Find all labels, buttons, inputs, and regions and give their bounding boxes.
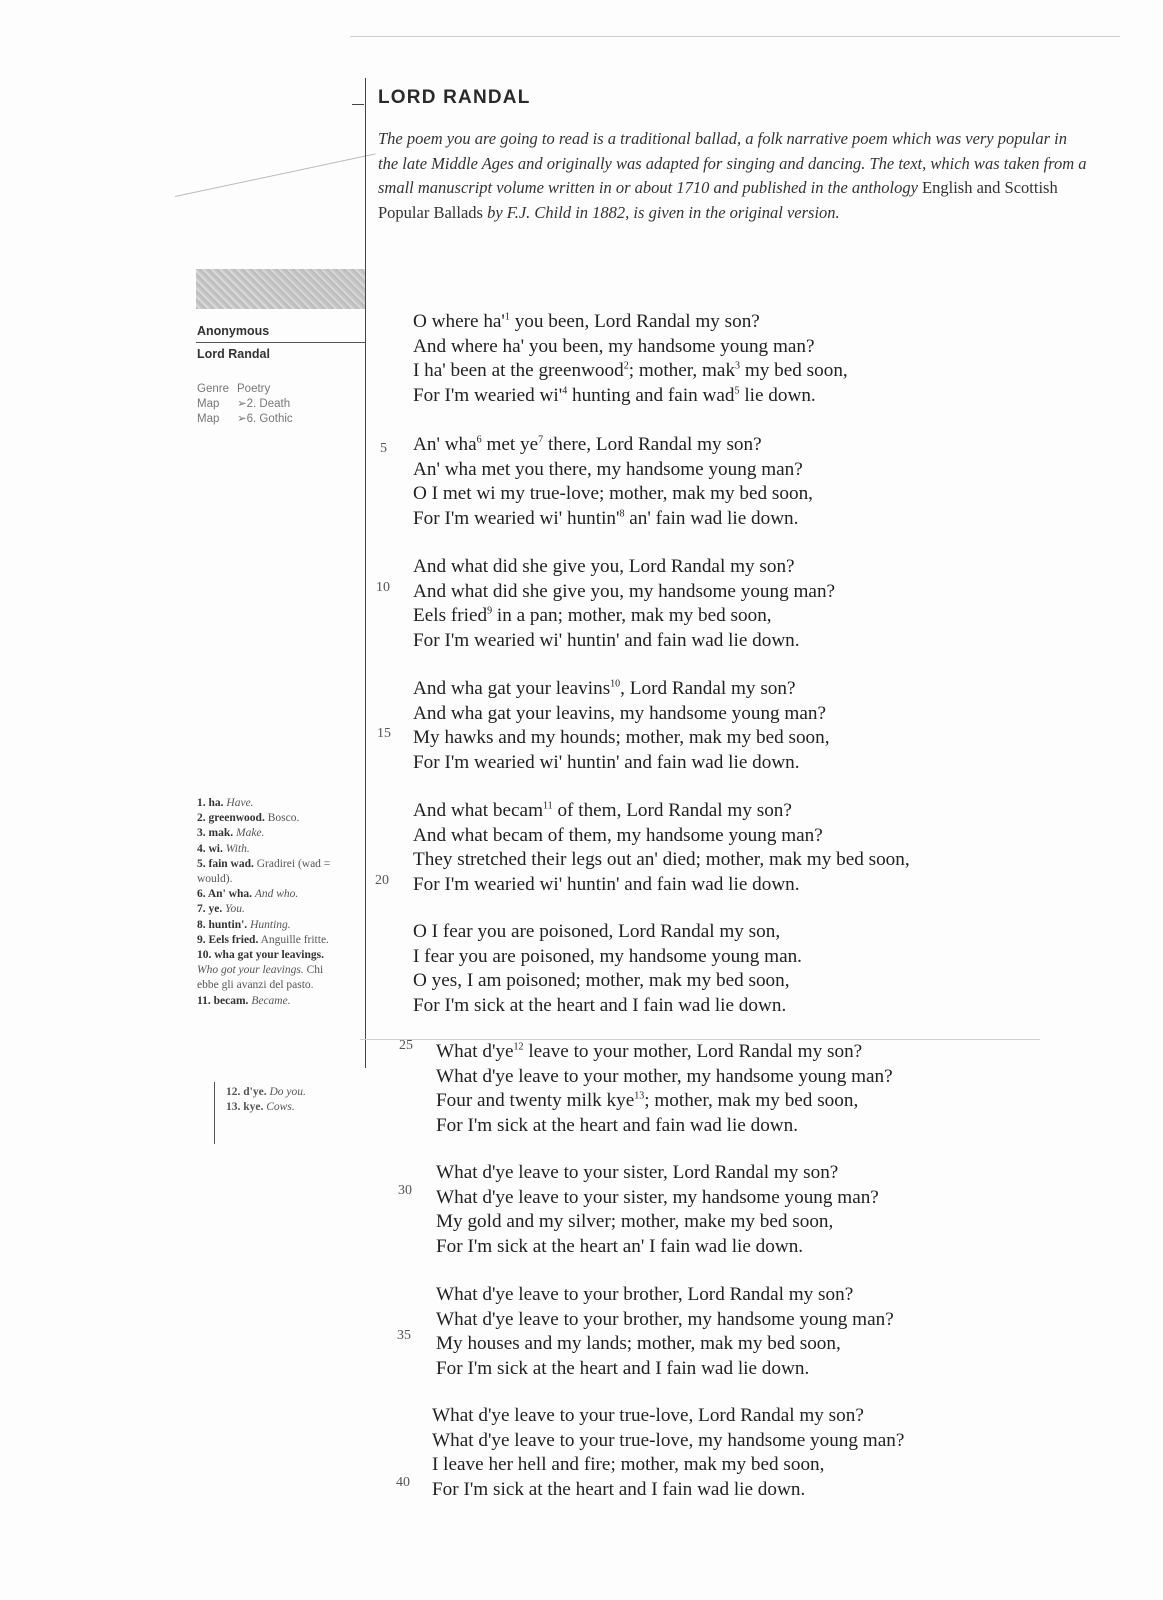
poem-line: I ha' been at the greenwood$^2$; mother, mak$^3$ my bed soon, (413, 360, 848, 382)
margin-tick (352, 104, 364, 105)
anthology-title: English and Scottish Popular Ballads (378, 178, 1058, 222)
scan-artifact-line (175, 153, 376, 197)
line-number: 35 (397, 1328, 411, 1343)
poem-line: For I'm sick at the heart and fain wad lie down. (436, 1114, 799, 1136)
footnote (197, 857, 345, 887)
poem-line: What d'ye leave to your true-love, my handsome young man? (432, 1429, 905, 1451)
poem-line: What d'ye leave to your sister, my handsome young man? (436, 1186, 879, 1208)
poem-line: What d'ye leave to your brother, my handsome young man? (436, 1308, 894, 1330)
line-number: 15 (377, 726, 391, 741)
sidebar-rule (196, 342, 365, 343)
stanza (413, 799, 910, 897)
footnote-term: 3. mak. (197, 827, 234, 840)
poem-line: For I'm sick at the heart and I fain wad lie down. (413, 994, 787, 1016)
poem-line: O yes, I am poisoned; mother, mak my bed soon, (413, 970, 790, 992)
footnote (197, 902, 345, 917)
footnote (226, 1085, 376, 1100)
meta-key: Map (197, 413, 220, 425)
poem-line: An' wha met you there, my handsome young man? (413, 458, 803, 480)
footnote-term: 13. kye. (226, 1101, 264, 1114)
poem-line: For I'm sick at the heart and I fain wad lie down. (436, 1357, 810, 1379)
footnote (226, 1100, 376, 1115)
line-number: 40 (396, 1475, 410, 1490)
footnote (197, 994, 345, 1009)
poem-line: Four and twenty milk kye$^{13}$; mother, mak my bed soon, (436, 1090, 859, 1112)
intro-text-1: The poem you are going to read is a traditional ballad, a folk narrative poem which was very popular in the late Middle Ages and originally was adapted for singing and dancing. The text, which was taken from a small manuscript volume written in or about 1710 and published in the anthology (378, 129, 1087, 197)
footnote-term: 9. Eels fried. (197, 933, 259, 946)
poem-line: My hawks and my hounds; mother, mak my bed soon, (413, 727, 830, 749)
poem-line: I fear you are poisoned, my handsome young man. (413, 945, 802, 967)
sidebar-title: Lord Randal (197, 347, 270, 361)
top-rule (350, 36, 1120, 37)
footnote-term: 11. becam. (197, 994, 249, 1007)
footnote (197, 918, 345, 933)
stanza (436, 1161, 879, 1259)
meta-row (197, 382, 293, 397)
line-number: 25 (399, 1038, 413, 1053)
footnote (197, 933, 345, 948)
footnote-gloss: Do you. (269, 1086, 306, 1098)
poem-line: And what becam of them, my handsome young man? (413, 824, 823, 846)
stanza (413, 433, 813, 531)
stanza (432, 1404, 904, 1502)
footnotes2-rule (214, 1082, 215, 1144)
stanza (436, 1040, 893, 1138)
poem-line: And what did she give you, Lord Randal my son? (413, 556, 795, 577)
meta-key: Map (197, 398, 220, 410)
footnote-term: 7. ye. (197, 903, 223, 916)
footnote-gloss: And who. (254, 888, 299, 901)
meta-row (197, 412, 293, 427)
poem-line: And wha gat your leavins$^{10}$, Lord Randal my son? (413, 678, 796, 699)
stanza (413, 677, 830, 775)
poem-line: For I'm wearied wi' huntin' and fain wad lie down. (413, 751, 800, 773)
footnote-gloss: Became. (251, 994, 291, 1007)
poem-line: For I'm wearied wi' huntin' and fain wad lie down. (413, 873, 800, 895)
poem-line: For I'm wearied wi' $huntin'^8$ an' fain wad lie down. (413, 507, 799, 529)
footnote-term: 5. fain wad. (197, 857, 254, 870)
poem-line: O I met wi my true-love; mother, mak my bed soon, (413, 483, 813, 505)
footnote-term: 8. huntin'. (197, 918, 248, 931)
stanza (436, 1283, 894, 1381)
footnote-gloss: You. (225, 903, 245, 916)
footnote-gloss: Make. (235, 827, 265, 840)
footnote (197, 826, 345, 841)
poem-line: And what did she give you, my handsome young man? (413, 580, 836, 602)
line-number: 20 (375, 873, 389, 888)
footnote-term: 12. d'ye. (226, 1086, 267, 1098)
intro-text-2: by F.J. Child in 1882, is given in the original version. (482, 202, 840, 222)
poem-line: And what becam$^{11}$ of them, Lord Randal my son? (413, 800, 792, 821)
poem-line: For I'm wearied $wi'^4$ hunting and fain wad$^5$ lie down. (413, 384, 816, 406)
stanza (413, 310, 848, 408)
sidebar-author: Anonymous (197, 324, 270, 338)
footnote-gloss: Have. (226, 797, 254, 809)
poem-line: I leave her hell and fire; mother, mak my bed soon, (432, 1454, 825, 1476)
footnote-translation: Anguille fritte. (260, 933, 329, 946)
meta-value: ➢2. Death (237, 398, 291, 410)
stanza (413, 555, 835, 653)
poem-line: And where ha' you been, my handsome young man? (413, 335, 815, 357)
footnote-term: 1. ha. (197, 797, 224, 809)
footnotes (197, 796, 345, 1009)
line-number: 10 (376, 580, 390, 595)
poem-line: O I fear you are poisoned, Lord Randal my son, (413, 921, 781, 942)
line-number: 5 (380, 441, 387, 456)
poem-line: My gold and my silver; mother, make my bed soon, (436, 1211, 834, 1233)
poem-line: For I'm sick at the heart and I fain wad lie down. (432, 1478, 806, 1500)
footnote-term: 2. greenwood. (197, 812, 265, 825)
footnote-translation: Gradirei (wad = would). (197, 857, 331, 886)
footnotes-continued (226, 1085, 376, 1115)
stanza (413, 920, 802, 1018)
footnote-translation: Bosco. (267, 812, 300, 825)
poem-line: And wha gat your leavins, my handsome young man? (413, 702, 826, 724)
poem-title: LORD RANDAL (378, 87, 531, 108)
poem-line: For I'm sick at the heart an' I fain wad lie down. (436, 1235, 804, 1257)
sidebar-meta (197, 382, 293, 427)
poem-line: What $d'ye^{12}$ leave to your mother, Lord Randal my son? (436, 1041, 863, 1062)
sidebar-header-band (196, 269, 365, 309)
footnote (197, 811, 345, 826)
line-number: 30 (398, 1183, 412, 1198)
footnote-term: 10. wha gat your leavings. (197, 949, 324, 962)
poem-line: Eels fried$^9$ in a pan; mother, mak my bed soon, (413, 605, 772, 627)
footnote (197, 887, 345, 902)
poem-line: My houses and my lands; mother, mak my bed soon, (436, 1333, 841, 1355)
meta-value: Poetry (237, 383, 271, 395)
footnote-translation: Chi ebbe gli avanzi del pasto. (197, 964, 324, 992)
poem-line: What d'ye leave to your brother, Lord Randal my son? (436, 1284, 854, 1305)
poem-line: What d'ye leave to your true-love, Lord Randal my son? (432, 1405, 864, 1426)
poem-line: What d'ye leave to your sister, Lord Randal my son? (436, 1162, 839, 1183)
footnote (197, 796, 345, 811)
meta-value: ➢6. Gothic (237, 413, 293, 425)
footnote-gloss: Cows. (266, 1101, 295, 1114)
intro-paragraph (378, 127, 1088, 225)
meta-row (197, 397, 293, 412)
margin-vertical-rule (365, 78, 366, 1068)
footnote (197, 842, 345, 857)
poem-line: For I'm wearied wi' huntin' and fain wad lie down. (413, 629, 800, 651)
poem-line: An' wha$^6$ met $ye^7$ there, Lord Randal my son? (413, 434, 762, 455)
footnote-gloss: With. (225, 842, 250, 855)
footnote-term: 4. wi. (197, 842, 223, 855)
footnote-gloss: Hunting. (250, 918, 291, 931)
meta-key: Genre (197, 383, 229, 395)
footnote (197, 948, 345, 994)
footnote-gloss: Who got your leavings. (197, 964, 304, 977)
poem-line: They stretched their legs out an' died; mother, mak my bed soon, (413, 849, 910, 871)
footnote-term: 6. An' wha. (197, 888, 252, 901)
poem-line: O where $ha'^1$ you been, Lord Randal my son? (413, 311, 760, 332)
poem-line: What d'ye leave to your mother, my handsome young man? (436, 1065, 893, 1087)
